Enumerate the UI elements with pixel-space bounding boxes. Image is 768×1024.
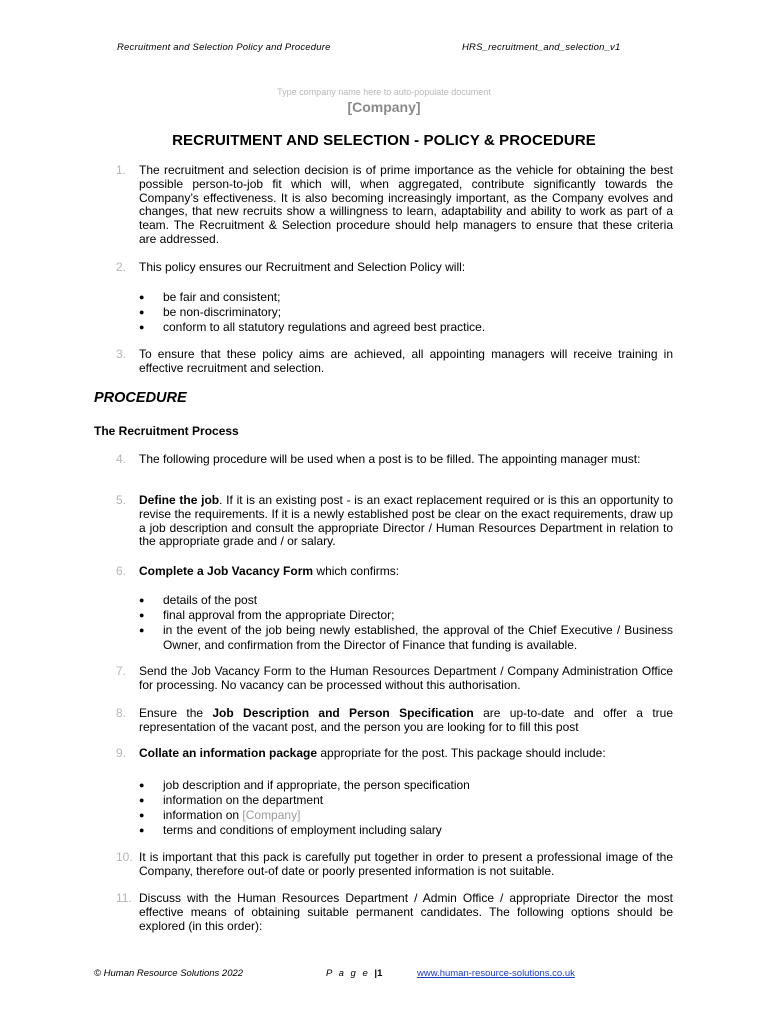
- page-label: P a g e: [326, 968, 370, 979]
- list-item: be fair and consistent;: [163, 290, 281, 304]
- item-number: 11.: [116, 891, 132, 905]
- policy-paragraph: This policy ensures our Recruitment and Selection Policy will:: [139, 260, 466, 274]
- list-item: in the event of the job being newly established, the approval of the Chief Executive / Business Owner, and confirmation from the Director of Finance that funding is available.: [163, 623, 673, 652]
- procedure-paragraph: [139, 747, 673, 761]
- item-number: 9.: [116, 746, 127, 760]
- procedure-paragraph: [139, 565, 673, 579]
- list-item: job description and if appropriate, the person specification: [163, 778, 470, 792]
- bullet-icon: ●: [139, 795, 145, 805]
- list-item: [163, 808, 673, 823]
- item-number: 10.: [116, 850, 133, 864]
- list-item: final approval from the appropriate Director;: [163, 608, 395, 622]
- paragraph-text: which confirms:: [313, 564, 400, 578]
- bullet-icon: ●: [139, 307, 145, 317]
- procedure-paragraph: [139, 707, 673, 735]
- list-item: information on the department: [163, 793, 324, 807]
- page-separator: |: [374, 968, 378, 979]
- list-item: terms and conditions of employment including salary: [163, 823, 442, 837]
- item-number: 2.: [116, 260, 127, 274]
- header-document-title: Recruitment and Selection Policy and Procedure: [117, 42, 331, 53]
- bold-phrase: Complete a Job Vacancy Form: [139, 564, 314, 578]
- footer-website-link[interactable]: www.human-resource-solutions.co.uk: [417, 968, 575, 979]
- procedure-paragraph: [139, 494, 673, 549]
- item-number: 4.: [116, 452, 127, 466]
- bullet-icon: ●: [139, 810, 145, 820]
- bullet-icon: ●: [139, 322, 145, 332]
- header-file-reference: HRS_recruitment_and_selection_v1: [462, 42, 621, 53]
- policy-paragraph: The recruitment and selection decision is of prime importance as the vehicle for obtaining the best possible person-to-job fit which will, when aggregated, contribute significantly towards the Company’s effectiveness. It is also becoming increasingly important, as the Company evolves and changes, that new recruits show a willingness to learn, adaptability and ability to work as part of a team. The Recruitment & Selection procedure should help managers to ensure that these criteria are addressed.: [139, 163, 673, 246]
- bold-phrase: Collate an information package: [139, 746, 318, 760]
- section-heading: PROCEDURE: [94, 390, 187, 406]
- sub-heading: The Recruitment Process: [94, 424, 239, 438]
- paragraph-text: Ensure the: [139, 706, 213, 720]
- company-placeholder[interactable]: [Company]: [242, 808, 301, 822]
- item-number: 3.: [116, 347, 127, 361]
- bold-phrase: Job Description and Person Specification: [212, 706, 474, 720]
- bullet-icon: ●: [139, 780, 145, 790]
- page-number: 1: [377, 968, 383, 979]
- footer-copyright: © Human Resource Solutions 2022: [94, 968, 244, 979]
- item-number: 6.: [116, 564, 127, 578]
- bullet-icon: ●: [139, 595, 145, 605]
- item-number: 5.: [116, 493, 127, 507]
- item-number: 1.: [116, 163, 127, 177]
- list-item-text: information on: [163, 808, 243, 822]
- paragraph-text: appropriate for the post. This package should include:: [317, 746, 606, 760]
- bullet-icon: ●: [139, 625, 145, 635]
- list-item: conform to all statutory regulations and agreed best practice.: [163, 320, 486, 334]
- footer-page-number: [326, 968, 382, 979]
- paragraph-text: . If it is an existing post - is an exact replacement required or is this an opportunity to revise the requirements. If it is a newly established post be clear on the exact requirements, draw up a job description and consult the appropriate Director / Human Resources Department in relation to the appropriate grade and / or salary.: [139, 493, 674, 549]
- company-name-field[interactable]: [Company]: [347, 99, 421, 115]
- item-number: 8.: [116, 706, 127, 720]
- bullet-icon: ●: [139, 292, 145, 302]
- procedure-paragraph: The following procedure will be used when a post is to be filled. The appointing manager must:: [139, 452, 641, 466]
- list-item: details of the post: [163, 593, 258, 607]
- bullet-icon: ●: [139, 610, 145, 620]
- company-name-hint: Type company name here to auto-populate document: [277, 87, 491, 97]
- list-item: be non-discriminatory;: [163, 305, 282, 319]
- bold-phrase: Define the job: [139, 493, 220, 507]
- item-number: 7.: [116, 664, 127, 678]
- paragraph-text: are up-to-date and offer a true representation of the vacant post, and the person you are looking for to fill this post: [139, 706, 673, 734]
- document-title: RECRUITMENT AND SELECTION - POLICY & PROCEDURE: [172, 132, 596, 149]
- procedure-paragraph: Discuss with the Human Resources Department / Admin Office / appropriate Director the most effective means of obtaining suitable permanent candidates. The following options should be explored (in this order):: [139, 891, 673, 933]
- bullet-icon: ●: [139, 825, 145, 835]
- policy-paragraph: To ensure that these policy aims are achieved, all appointing managers will receive training in effective recruitment and selection.: [139, 347, 673, 375]
- procedure-paragraph: Send the Job Vacancy Form to the Human Resources Department / Company Administration Office for processing. No vacancy can be processed without this authorisation.: [139, 664, 673, 692]
- procedure-paragraph: It is important that this pack is carefully put together in order to present a professional image of the Company, therefore out-of date or poorly presented information is not suitable.: [139, 850, 673, 878]
